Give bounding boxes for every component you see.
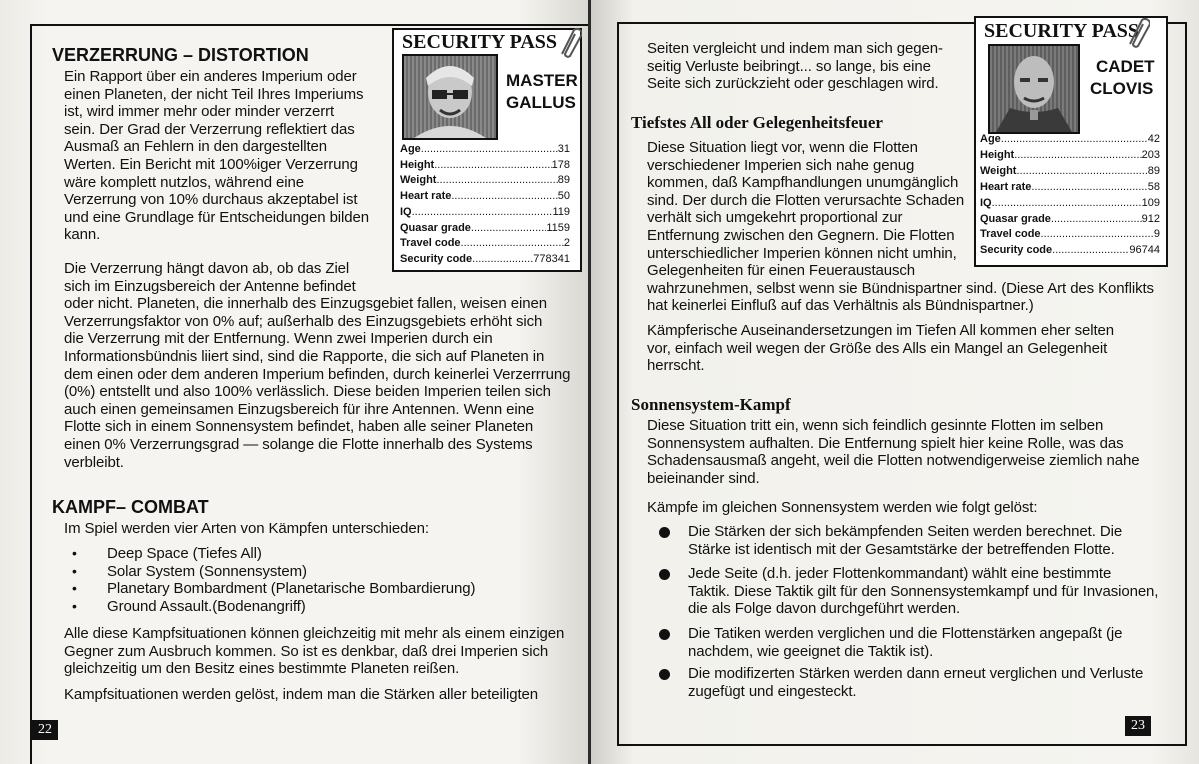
stat-leader — [1051, 212, 1142, 226]
text-line: auch einen gemeinsamen Einzugsbereich für ihre Antennen. Wenn eine — [64, 400, 535, 418]
text-line: Die Verzerrung hängt davon ab, ob das Ziel — [64, 260, 350, 277]
text-line: Verzerrungsfaktor von 0% auf; außerhalb des Einzugsgebiets erhöht sich — [64, 312, 543, 330]
resolution-step-line: Die Tatiken werden verglichen und die Flottenstärken angepaßt (je — [688, 625, 1123, 642]
text-line: Diese Situation tritt ein, wenn sich feindlich gesinnte Flotten im selben — [647, 417, 1104, 434]
stat-leader — [436, 173, 557, 187]
paragraph-solar-resolve: Kämpfe im gleichen Sonnensystem werden wie folgt gelöst: — [647, 499, 1038, 516]
stat-leader — [471, 221, 546, 235]
text-line: einen 0% Verzerrungsgrad — solange die Flotte innerhalb des Systems — [64, 436, 533, 453]
text-line: gleichzeitig um den Besitz eines bestimmte Planeten reißen. — [64, 660, 460, 678]
page-number-22: 22 — [32, 720, 58, 740]
text-line: kommen, daß Kampfhandlungen unumgänglich — [647, 174, 959, 192]
text-line: und eine Grundlage für Entscheidungen bilden — [64, 208, 369, 226]
stat-value: 50 — [557, 190, 570, 203]
stat-label: IQ — [980, 196, 992, 209]
text-line: seitig Verluste beibringt... so lange, bis eine — [647, 57, 931, 75]
heading-solar-system: Sonnensystem-Kampf — [631, 395, 791, 414]
stat-value: 778341 — [533, 252, 570, 265]
stat-row — [980, 180, 1160, 194]
stat-row — [400, 173, 570, 187]
text-line: (0%) entstellt und also 100% verlässlich. Diese beiden Imperien teilen sich — [64, 383, 551, 401]
stat-label: Age — [980, 133, 1001, 145]
pass-holder-name: GALLUS — [506, 93, 576, 112]
right-page — [591, 0, 1199, 764]
text-line: oder nicht. Planeten, die innerhalb des Einzugsgebiet fallen, weisen einen — [64, 295, 547, 313]
stat-leader — [992, 196, 1142, 210]
stat-row — [400, 142, 570, 156]
security-pass-title: SECURITY PASS — [402, 31, 558, 53]
text-line: Verzerrung von 10% durchaus akzeptabel ist — [64, 191, 358, 209]
security-pass-gallus — [392, 28, 582, 272]
paperclip-icon — [554, 24, 582, 58]
paperclip-icon — [1122, 14, 1150, 48]
stat-row — [980, 227, 1160, 241]
combat-type-item: Ground Assault.(Bodenangriff) — [107, 597, 306, 615]
stat-row — [980, 212, 1160, 226]
text-line: verbleibt. — [64, 453, 124, 471]
text-line: einen Planeten, der nicht Teil Ihres Imperiums — [64, 85, 364, 103]
text-line: ist, wird immer mehr oder minder verzerrt — [64, 103, 335, 121]
stat-leader — [1041, 227, 1154, 241]
portrait-clovis — [988, 44, 1080, 134]
stat-label: Heart rate — [980, 180, 1032, 193]
stat-value: 31 — [557, 143, 570, 155]
stat-label: Quasar grade — [400, 221, 471, 234]
text-line: Kämpferische Auseinandersetzungen im Tiefen All kommen eher selten — [647, 322, 1114, 339]
resolution-step-line: zugefügt und eingesteckt. — [688, 682, 857, 700]
resolution-step-line: die als Folge davon durchgeführt werden. — [688, 600, 961, 618]
stat-row — [980, 243, 1160, 257]
stat-value: 2 — [563, 237, 570, 250]
heading-combat: KAMPF– COMBAT — [52, 497, 209, 517]
text-line: wäre komplett nutzlos, während eine — [64, 173, 304, 191]
stat-value: 9 — [1153, 228, 1160, 241]
stat-leader — [1001, 132, 1148, 146]
stat-row — [400, 236, 570, 250]
text-line: kann. — [64, 226, 101, 244]
text-line: verschiedener Imperien sich nahe genug — [647, 156, 915, 174]
stat-leader — [472, 252, 533, 266]
stat-leader — [434, 158, 551, 172]
stat-label: Age — [400, 143, 421, 155]
stat-label: Height — [400, 158, 435, 171]
text-line: sein. Der Grad der Verzerrung reflektiert das — [64, 120, 355, 138]
combat-type-item: Planetary Bombardment (Planetarische Bombardierung) — [107, 580, 476, 598]
stat-value: 58 — [1147, 180, 1160, 193]
bullet-dot-icon — [659, 669, 670, 680]
stat-label: Security code — [980, 244, 1053, 257]
stat-label: Weight — [400, 174, 437, 187]
bullet-dot-icon — [659, 629, 670, 640]
stat-label: Heart rate — [400, 190, 452, 203]
text-line: dem einen oder dem anderen Imperium befinden, durch keinerlei Verzerrrung — [64, 365, 571, 383]
text-line: beieinander sind. — [647, 469, 760, 487]
bullet-marker: • — [72, 562, 77, 579]
text-line: Werten. Ein Bericht mit 100%iger Verzerrung — [64, 156, 358, 173]
stat-value: 912 — [1141, 212, 1160, 225]
combat-type-item: Solar System (Sonnensystem) — [107, 562, 307, 580]
text-line: Flotte sich in einem Sonnensystem befindet, haben alle seiner Planeten — [64, 418, 534, 436]
stat-value: 119 — [552, 205, 570, 218]
stat-row — [400, 221, 570, 235]
stat-value: 42 — [1147, 133, 1160, 145]
stat-label: Weight — [980, 164, 1017, 177]
stat-leader — [421, 142, 558, 156]
stat-value: 89 — [1147, 164, 1160, 177]
stat-leader — [1014, 148, 1141, 162]
stat-label: Travel code — [980, 228, 1041, 241]
stat-row — [980, 132, 1160, 146]
bullet-dot-icon — [659, 569, 670, 580]
combat-intro: Im Spiel werden vier Arten von Kämpfen unterschieden: — [64, 520, 429, 537]
page-number-23: 23 — [1125, 716, 1151, 736]
stat-label: IQ — [400, 205, 412, 218]
stat-value: 203 — [1141, 148, 1160, 161]
stat-row — [400, 189, 570, 203]
text-line: hat keinerlei Einfluß auf das Verhältnis als Bündnispartner.) — [647, 297, 1034, 315]
text-line: Entfernung zwischen den Gegnern. Die Flotten — [647, 227, 955, 244]
stat-row — [400, 158, 570, 172]
security-pass-title: SECURITY PASS — [984, 20, 1140, 42]
portrait-gallus — [402, 54, 498, 140]
resolution-step-line: Jede Seite (d.h. jeder Flottenkommandant) wählt eine bestimmte — [688, 565, 1112, 582]
text-line: Gelegenheiten für einen Feueraustausch — [647, 262, 916, 280]
stat-row — [400, 252, 570, 266]
stat-row — [980, 164, 1160, 178]
resolution-step-line: nachdem, wie geeignet die Taktik ist). — [688, 642, 934, 660]
stat-label: Security code — [400, 252, 473, 265]
bullet-dot-icon — [659, 527, 670, 538]
stat-value: 178 — [551, 158, 570, 171]
text-line: Kampfsituationen werden gelöst, indem man die Stärken aller beteiligten — [64, 686, 539, 703]
stat-row — [400, 205, 570, 219]
pass-holder-name: CLOVIS — [1090, 79, 1154, 98]
text-line: sich im Einzugsbereich der Antenne befindet — [64, 277, 356, 295]
text-line: verhält sich umgekehrt proportional zur — [647, 209, 903, 227]
stat-value: 1159 — [546, 221, 570, 234]
text-line: vor, einfach weil wegen der Größe des Alls ein Mangel an Gelegenheit — [647, 339, 1108, 357]
text-line: herrscht. — [647, 357, 705, 375]
stat-row — [980, 148, 1160, 162]
left-page — [0, 0, 588, 764]
text-line: Schadensausmaß angeht, weil die Flotten notwendigerweise ziemlich nahe — [647, 452, 1140, 470]
heading-deep-space: Tiefstes All oder Gelegenheitsfeuer — [631, 113, 883, 132]
stat-leader — [1052, 243, 1129, 257]
text-line: Informationsbündnis liiert sind, sind die Rapporte, die sich auf Planeten in — [64, 348, 545, 365]
text-line: die Verzerrung mit der Entfernung. Wenn zwei Imperien durch ein — [64, 330, 493, 348]
text-line: wahrzunehmen, selbst wenn sie Bündnispartner sind. (Diese Art des Konflikts — [647, 279, 1154, 297]
stat-value: 109 — [1141, 196, 1160, 209]
stat-value: 89 — [557, 174, 570, 187]
text-line: Alle diese Kampfsituationen können gleichzeitig mit mehr als einem einzigen — [64, 625, 565, 642]
heading-distortion: VERZERRUNG – DISTORTION — [52, 45, 309, 65]
resolution-step-line: Taktik. Diese Taktik gilt für den Sonnensystemkampf und für Invasionen, — [688, 582, 1159, 600]
bullet-marker: • — [72, 580, 77, 597]
text-line: Diese Situation liegt vor, wenn die Flotten — [647, 139, 918, 156]
bullet-marker: • — [72, 545, 77, 561]
stat-row — [980, 196, 1160, 210]
text-line: Ausmaß an Fehlern in den dargestellten — [64, 138, 328, 156]
combat-type-item: Deep Space (Tiefes All) — [107, 545, 262, 562]
resolution-step-line: Die Stärken der sich bekämpfenden Seiten werden berechnet. Die — [688, 523, 1123, 540]
text-line: unterschiedlicher Imperien können nicht umhin, — [647, 244, 957, 262]
pass-holder-rank: CADET — [1096, 57, 1155, 76]
text-line: Seiten vergleicht und indem man sich gegen- — [647, 40, 943, 57]
bullet-marker: • — [72, 597, 77, 614]
resolution-step-line: Die modifizerten Stärken werden dann erneut verglichen und Verluste — [688, 665, 1144, 682]
text-line: Gegner zum Ausbruch kommen. So ist es denkbar, daß drei Imperien sich — [64, 642, 549, 660]
resolution-step-line: Stärke ist identisch mit der Gesamtstärke der betreffenden Flotte. — [688, 540, 1115, 558]
security-pass-clovis — [974, 16, 1168, 267]
stat-leader — [461, 236, 564, 250]
stat-value: 96744 — [1129, 244, 1160, 257]
stat-label: Travel code — [400, 237, 461, 250]
stat-label: Height — [980, 148, 1015, 161]
text-line: Sonnensystem aufhalten. Die Entfernung spielt hier keine Rolle, was das — [647, 434, 1124, 452]
stat-leader — [1016, 164, 1147, 178]
stat-leader — [1031, 180, 1147, 194]
text-line: Ein Rapport über ein anderes Imperium oder — [64, 68, 357, 85]
stat-leader — [451, 189, 557, 203]
stat-label: Quasar grade — [980, 212, 1051, 225]
stat-leader — [412, 205, 553, 219]
pass-holder-rank: MASTER — [506, 71, 578, 90]
text-line: Seite sich zurückzieht oder geschlagen wird. — [647, 75, 939, 93]
text-line: sind. Der durch die Flotten verursachte Schaden — [647, 191, 965, 209]
